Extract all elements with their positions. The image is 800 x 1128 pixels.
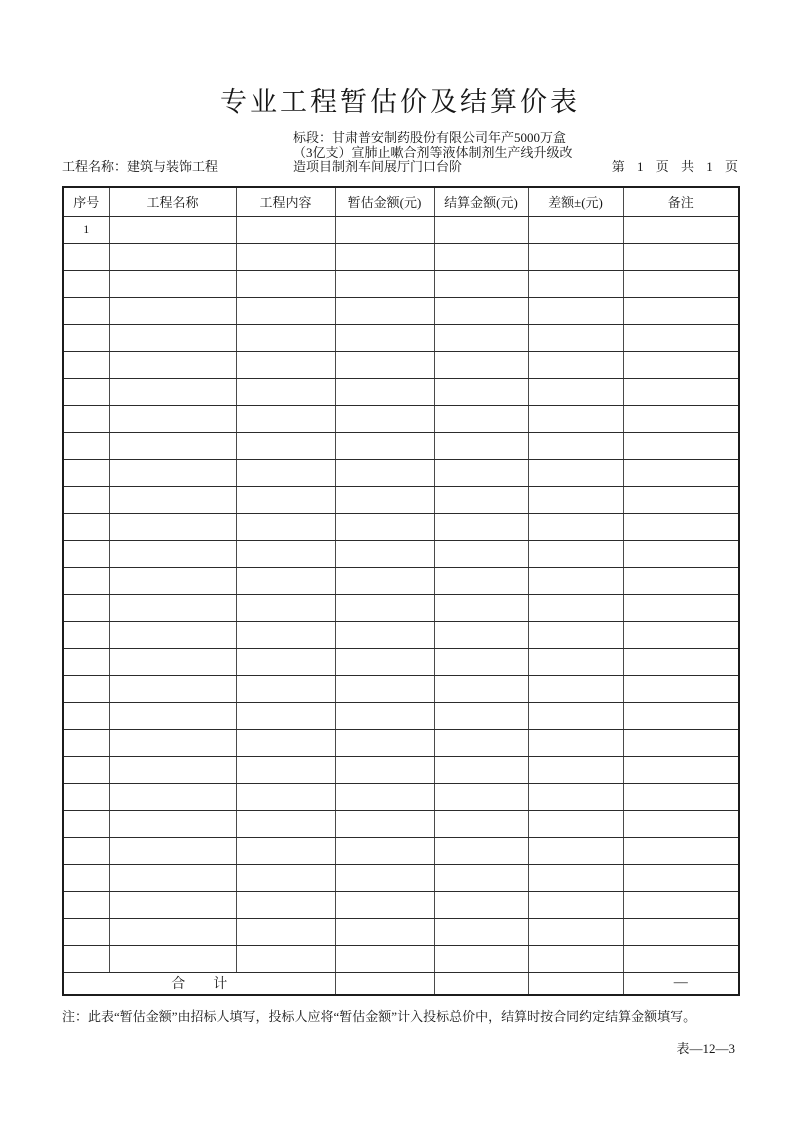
header-info — [62, 131, 738, 179]
table-row — [63, 243, 739, 270]
table-cell — [623, 297, 739, 324]
table-cell — [63, 918, 109, 945]
table-cell — [236, 621, 335, 648]
table-row — [63, 891, 739, 918]
table-cell — [335, 540, 434, 567]
table-cell — [434, 648, 528, 675]
table-cell — [528, 756, 623, 783]
total-difference-cell — [528, 972, 623, 995]
table-cell — [236, 216, 335, 243]
table-cell — [335, 756, 434, 783]
table-cell — [528, 810, 623, 837]
table-cell — [434, 729, 528, 756]
table-cell — [236, 864, 335, 891]
table-cell — [63, 756, 109, 783]
table-cell — [236, 378, 335, 405]
table-cell — [63, 243, 109, 270]
table-cell — [335, 216, 434, 243]
table-cell — [528, 837, 623, 864]
table-row — [63, 783, 739, 810]
table-cell — [335, 918, 434, 945]
table-cell — [335, 486, 434, 513]
table-cell — [434, 621, 528, 648]
table-cell — [236, 297, 335, 324]
table-cell — [623, 891, 739, 918]
table-cell — [623, 594, 739, 621]
table-cell — [528, 378, 623, 405]
table-cell — [528, 945, 623, 972]
table-cell — [434, 594, 528, 621]
table-cell — [528, 216, 623, 243]
table-cell — [528, 540, 623, 567]
section-line: 造项目制剂车间展厅门口台阶 — [293, 159, 463, 174]
table-cell — [236, 486, 335, 513]
table-cell — [109, 675, 236, 702]
table-cell — [528, 729, 623, 756]
table-cell — [434, 810, 528, 837]
table-row — [63, 432, 739, 459]
table-row — [63, 621, 739, 648]
table-cell — [236, 675, 335, 702]
table-cell — [236, 810, 335, 837]
table-cell — [236, 270, 335, 297]
table-cell — [109, 378, 236, 405]
table-cell — [434, 891, 528, 918]
table-cell — [434, 783, 528, 810]
table-cell — [63, 459, 109, 486]
table-cell — [236, 891, 335, 918]
table-row — [63, 378, 739, 405]
table-cell — [623, 216, 739, 243]
table-cell — [623, 324, 739, 351]
table-cell — [528, 621, 623, 648]
table-cell — [623, 270, 739, 297]
table-cell — [109, 648, 236, 675]
table-cell — [623, 621, 739, 648]
estimate-settlement-table — [62, 186, 740, 996]
table-cell — [623, 810, 739, 837]
table-cell — [623, 540, 739, 567]
table-cell — [109, 756, 236, 783]
table-row — [63, 837, 739, 864]
table-cell — [434, 567, 528, 594]
table-cell — [434, 378, 528, 405]
total-remark-cell: — — [623, 972, 739, 995]
table-cell — [63, 297, 109, 324]
table-cell — [528, 594, 623, 621]
table-cell — [434, 243, 528, 270]
table-cell — [335, 378, 434, 405]
table-cell — [109, 837, 236, 864]
table-cell — [434, 675, 528, 702]
column-header-project-name: 工程名称 — [109, 187, 236, 216]
table-cell — [335, 837, 434, 864]
table-cell — [623, 243, 739, 270]
section-line: （3亿支）宣肺止嗽合剂等液体制剂生产线升级改 — [293, 144, 573, 160]
table-cell — [109, 513, 236, 540]
table-cell — [109, 243, 236, 270]
total-row — [63, 972, 739, 995]
table-cell — [623, 567, 739, 594]
table-cell — [528, 918, 623, 945]
table-row — [63, 297, 739, 324]
table-cell — [623, 351, 739, 378]
footnote: 注：此表“暂估金额”由招标人填写，投标人应将“暂估金额”计入投标总价中，结算时按合同约定结算金额填写。 — [62, 1009, 697, 1024]
table-cell — [335, 729, 434, 756]
table-cell — [335, 351, 434, 378]
table-cell — [109, 594, 236, 621]
table-cell — [434, 459, 528, 486]
table-cell — [63, 675, 109, 702]
table-cell — [335, 783, 434, 810]
table-cell — [109, 216, 236, 243]
table-cell — [63, 567, 109, 594]
table-row — [63, 567, 739, 594]
table-cell — [335, 702, 434, 729]
table-cell — [434, 540, 528, 567]
table-cell — [109, 945, 236, 972]
table-cell — [623, 405, 739, 432]
table-cell — [236, 756, 335, 783]
table-cell — [528, 675, 623, 702]
table-body — [63, 216, 739, 972]
table-cell — [63, 648, 109, 675]
table-cell — [109, 270, 236, 297]
table-cell — [109, 567, 236, 594]
table-row — [63, 729, 739, 756]
table-cell — [434, 756, 528, 783]
table-row — [63, 918, 739, 945]
table-cell — [434, 918, 528, 945]
table-cell — [528, 486, 623, 513]
table-cell — [528, 702, 623, 729]
table-cell — [236, 648, 335, 675]
table-cell — [528, 648, 623, 675]
table-cell — [109, 729, 236, 756]
table-footer — [63, 972, 739, 995]
table-cell — [434, 324, 528, 351]
table-cell — [236, 243, 335, 270]
table-cell — [434, 702, 528, 729]
table-cell — [335, 810, 434, 837]
table-cell — [623, 459, 739, 486]
table-cell — [335, 432, 434, 459]
table-cell — [236, 702, 335, 729]
table-cell — [236, 324, 335, 351]
table-cell — [623, 864, 739, 891]
table-cell — [528, 270, 623, 297]
table-row — [63, 945, 739, 972]
table-cell — [109, 540, 236, 567]
page-counter: 第 1 页 共 1 页 — [611, 159, 738, 174]
table-cell — [434, 270, 528, 297]
column-header-estimate-amount: 暂估金额(元) — [335, 187, 434, 216]
table-row — [63, 270, 739, 297]
table-cell — [63, 621, 109, 648]
table-cell — [63, 729, 109, 756]
table-row — [63, 810, 739, 837]
table-cell — [528, 783, 623, 810]
table-cell — [63, 540, 109, 567]
table-cell — [623, 648, 739, 675]
table-cell — [528, 432, 623, 459]
table-cell — [63, 324, 109, 351]
table-cell — [109, 324, 236, 351]
table-cell — [236, 837, 335, 864]
table-cell — [528, 459, 623, 486]
table-cell — [63, 513, 109, 540]
table-cell — [528, 297, 623, 324]
table-cell — [236, 918, 335, 945]
table-cell — [335, 594, 434, 621]
table-cell — [623, 486, 739, 513]
table-cell — [63, 864, 109, 891]
table-row — [63, 756, 739, 783]
table-cell — [109, 621, 236, 648]
section-block — [293, 131, 573, 175]
table-cell — [335, 567, 434, 594]
table-cell — [109, 702, 236, 729]
table-row — [63, 405, 739, 432]
table-row — [63, 675, 739, 702]
table-cell — [109, 783, 236, 810]
section-line: 标段：甘肃普安制药股份有限公司年产5000万盒 — [293, 130, 567, 145]
table-cell — [236, 513, 335, 540]
table-header-row — [63, 187, 739, 216]
table-cell — [623, 378, 739, 405]
table-cell — [236, 432, 335, 459]
table-cell — [63, 810, 109, 837]
table-cell — [109, 918, 236, 945]
table-cell — [335, 675, 434, 702]
table-row — [63, 513, 739, 540]
table-cell — [623, 783, 739, 810]
table-row — [63, 216, 739, 243]
table-cell — [335, 513, 434, 540]
form-number: 表—12—3 — [676, 1041, 735, 1056]
table-cell — [528, 324, 623, 351]
total-estimate-cell — [335, 972, 434, 995]
table-cell — [623, 837, 739, 864]
table-cell — [109, 486, 236, 513]
table-cell — [335, 945, 434, 972]
table-cell — [236, 405, 335, 432]
total-label-cell: 合 计 — [63, 972, 335, 995]
table-cell — [335, 270, 434, 297]
table-cell — [335, 324, 434, 351]
table-cell — [236, 729, 335, 756]
table-cell — [528, 891, 623, 918]
table-cell — [434, 297, 528, 324]
table-cell — [63, 270, 109, 297]
table-row — [63, 594, 739, 621]
table-cell — [528, 513, 623, 540]
column-header-project-content: 工程内容 — [236, 187, 335, 216]
table-cell — [236, 945, 335, 972]
table-cell — [434, 432, 528, 459]
project-name-label: 工程名称：建筑与装饰工程 — [62, 159, 219, 174]
table-cell — [623, 729, 739, 756]
table-cell — [434, 216, 528, 243]
table-cell — [623, 945, 739, 972]
table-cell — [109, 459, 236, 486]
table-row — [63, 324, 739, 351]
table-cell — [623, 756, 739, 783]
table-cell — [63, 702, 109, 729]
table-cell — [434, 513, 528, 540]
page-title: 专业工程暂估价及结算价表 — [220, 87, 580, 117]
table-cell — [109, 810, 236, 837]
column-header-seq: 序号 — [63, 187, 109, 216]
table-row — [63, 702, 739, 729]
table-cell — [528, 567, 623, 594]
table-cell — [236, 594, 335, 621]
table-cell — [623, 702, 739, 729]
table-cell — [63, 405, 109, 432]
column-header-settlement-amount: 结算金额(元) — [434, 187, 528, 216]
table-cell — [63, 783, 109, 810]
table-cell — [528, 864, 623, 891]
table-cell — [528, 405, 623, 432]
table-row — [63, 864, 739, 891]
table-header — [63, 187, 739, 216]
table-cell — [623, 432, 739, 459]
table-row — [63, 486, 739, 513]
table-cell — [528, 351, 623, 378]
table-cell — [335, 297, 434, 324]
table-cell — [335, 864, 434, 891]
table-cell — [335, 648, 434, 675]
column-header-difference: 差额±(元) — [528, 187, 623, 216]
table-cell — [434, 945, 528, 972]
table-cell — [109, 432, 236, 459]
table-cell — [63, 837, 109, 864]
table-cell — [434, 405, 528, 432]
table-cell — [109, 351, 236, 378]
table-cell — [63, 378, 109, 405]
table-cell — [623, 513, 739, 540]
table-cell — [528, 243, 623, 270]
table-cell — [109, 405, 236, 432]
table-cell — [63, 945, 109, 972]
table-cell — [335, 621, 434, 648]
table-cell — [63, 486, 109, 513]
table-cell — [335, 243, 434, 270]
table-row — [63, 351, 739, 378]
table-cell — [236, 459, 335, 486]
table-cell: 1 — [63, 216, 109, 243]
table-cell — [623, 918, 739, 945]
table-cell — [236, 783, 335, 810]
table-row — [63, 648, 739, 675]
total-settlement-cell — [434, 972, 528, 995]
table-cell — [236, 567, 335, 594]
table-cell — [109, 297, 236, 324]
table-cell — [63, 432, 109, 459]
table-cell — [109, 891, 236, 918]
table-cell — [434, 837, 528, 864]
table-cell — [236, 540, 335, 567]
column-header-remark: 备注 — [623, 187, 739, 216]
table-cell — [63, 351, 109, 378]
table-row — [63, 540, 739, 567]
table-row — [63, 459, 739, 486]
table-cell — [109, 864, 236, 891]
table-cell — [335, 405, 434, 432]
table-cell — [335, 891, 434, 918]
table-cell — [434, 486, 528, 513]
table-cell — [236, 351, 335, 378]
table-cell — [623, 675, 739, 702]
table-cell — [63, 594, 109, 621]
table-cell — [335, 459, 434, 486]
table-cell — [63, 891, 109, 918]
table-cell — [434, 864, 528, 891]
table-cell — [434, 351, 528, 378]
